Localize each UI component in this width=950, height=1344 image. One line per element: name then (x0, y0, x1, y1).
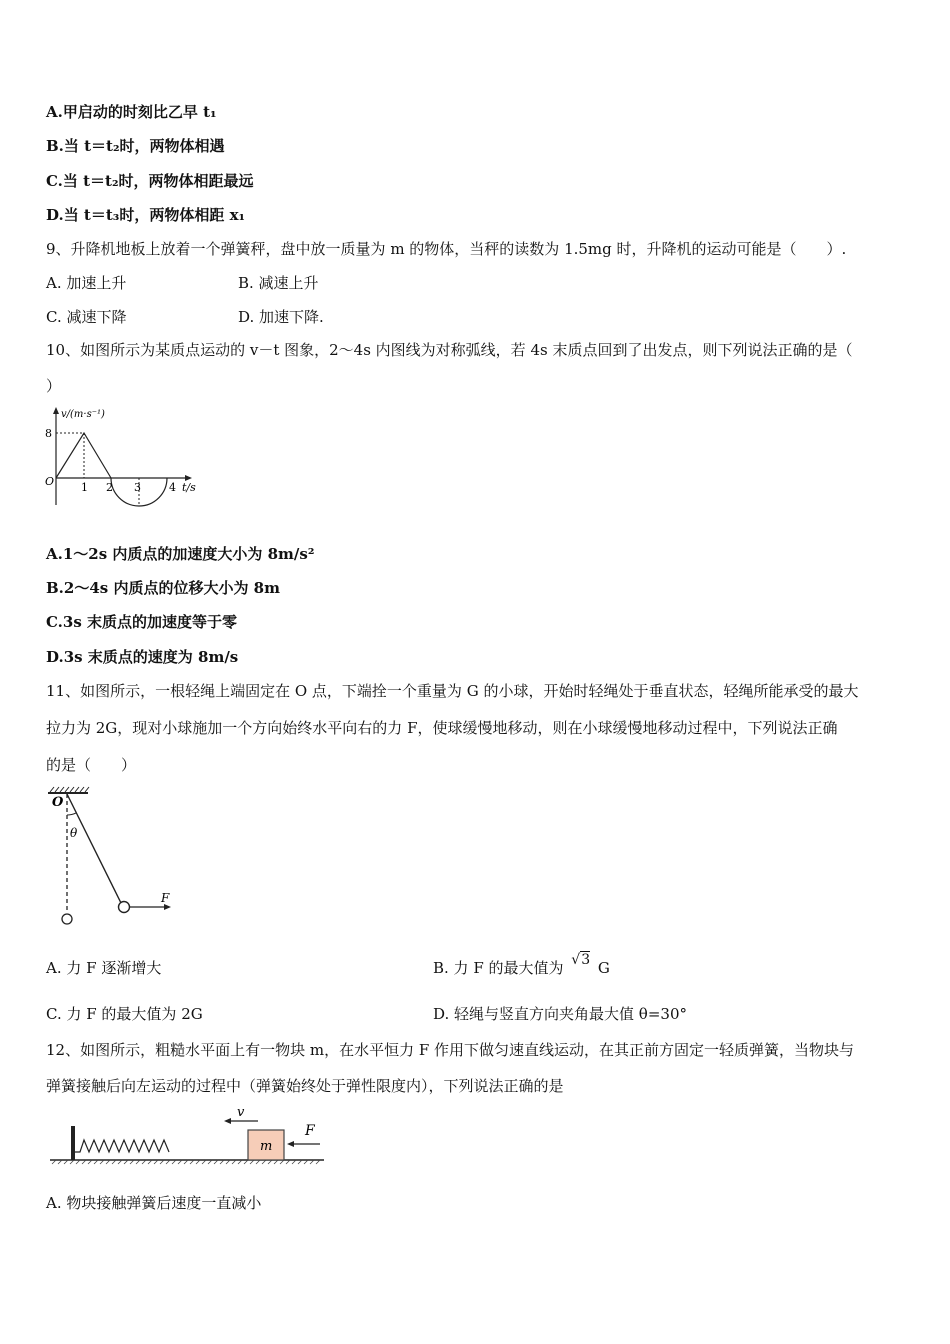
q10-option-b: B.2～4s 内质点的位移大小为 8m (46, 579, 280, 597)
q11-option-c: C. 力 F 的最大值为 2G (46, 1005, 203, 1023)
q12-spring-figure (48, 1104, 338, 1164)
q8-option-a: A.甲启动的时刻比乙早 t₁ (46, 103, 217, 121)
q12-label-m: m (260, 1139, 273, 1154)
q11-sqrt-radical: √3 (571, 952, 591, 968)
q11-label-o: O (52, 795, 64, 810)
q10-stem-line2: ） (46, 377, 62, 395)
q12-label-v: v (237, 1105, 245, 1120)
q8-option-c: C.当 t＝t₂时，两物体相距最远 (46, 172, 254, 190)
q12-label-f: F (305, 1123, 315, 1139)
q10-y-arrow (53, 407, 59, 414)
q9-option-d: D. 加速下降. (238, 308, 324, 326)
q11-option-b-prefix: B. 力 F 的最大值为 (433, 959, 564, 977)
q12-stem-line1: 12、如图所示，粗糙水平面上有一物块 m，在水平恒力 F 作用下做匀速直线运动，在其正前方固定一轻质弹簧，当物块与 (46, 1041, 855, 1059)
q10-xtick-3: 3 (134, 481, 141, 494)
q11-rope (67, 794, 121, 903)
q10-curve-0-2s (56, 433, 111, 478)
q11-option-b-suffix: G (597, 959, 610, 977)
q12-force-arrowhead (287, 1141, 294, 1147)
q11-stem-line1: 11、如图所示，一根轻绳上端固定在 O 点，下端拴一个重量为 G 的小球，开始时轻绳处于垂直状态，轻绳所能承受的最大 (46, 682, 859, 700)
q11-stem-line3: 的是（ ） (46, 756, 137, 774)
q10-xtick-2: 2 (106, 481, 113, 494)
q12-spring (75, 1140, 169, 1152)
q12-stem-line2: 弹簧接触后向左运动的过程中（弹簧始终处于弹性限度内），下列说法正确的是 (46, 1077, 564, 1095)
q11-initial-ball (62, 914, 72, 924)
q12-wall (71, 1126, 75, 1160)
q10-xtick-1: 1 (81, 481, 88, 494)
q11-option-d: D. 轻绳与竖直方向夹角最大值 θ=30° (433, 1005, 687, 1023)
q11-sqrt-value: 3 (581, 952, 591, 968)
q9-option-b: B. 减速上升 (238, 274, 319, 292)
q10-ylabel: v/(m·s⁻¹) (61, 409, 105, 420)
q11-label-f: F (161, 891, 170, 905)
q10-xlabel: t/s (182, 481, 196, 494)
q9-option-c: C. 减速下降 (46, 308, 127, 326)
q10-xtick-4: 4 (169, 481, 176, 494)
q10-option-d: D.3s 末质点的速度为 8m/s (46, 648, 239, 666)
q10-ytick-8: 8 (45, 427, 52, 440)
q10-stem-line1: 10、如图所示为某质点运动的 v－t 图象，2～4s 内图线为对称弧线，若 4s 末质点回到了出发点，则下列说法正确的是（ (46, 341, 853, 359)
q10-option-c: C.3s 末质点的加速度等于零 (46, 613, 238, 631)
q11-ceiling-hatch (50, 787, 89, 792)
q11-option-a: A. 力 F 逐渐增大 (46, 959, 162, 977)
q12-option-a: A. 物块接触弹簧后速度一直减小 (46, 1194, 262, 1212)
q8-option-b: B.当 t＝t₂时，两物体相遇 (46, 137, 225, 155)
q9-option-a: A. 加速上升 (46, 274, 127, 292)
q10-option-a: A.1～2s 内质点的加速度大小为 8m/s² (46, 545, 315, 563)
q11-pendulum-figure (40, 785, 180, 935)
q11-ball (119, 902, 130, 913)
q11-angle-arc (67, 813, 76, 815)
q11-option-b (433, 952, 610, 979)
q8-option-d: D.当 t＝t₃时，两物体相距 x₁ (46, 206, 246, 224)
q11-label-theta: θ (70, 826, 78, 840)
q9-stem: 9、升降机地板上放着一个弹簧秤，盘中放一质量为 m 的物体，当秤的读数为 1.5mg 时，升降机的运动可能是（ ）. (46, 240, 847, 258)
q12-velocity-arrowhead (224, 1118, 231, 1124)
q10-origin: O (45, 475, 55, 488)
q11-stem-line2: 拉力为 2G，现对小球施加一个方向始终水平向右的力 F，使球缓慢地移动，则在小球缓慢地移动过程中，下列说法正确 (46, 719, 838, 737)
q10-vt-graph (40, 405, 210, 515)
